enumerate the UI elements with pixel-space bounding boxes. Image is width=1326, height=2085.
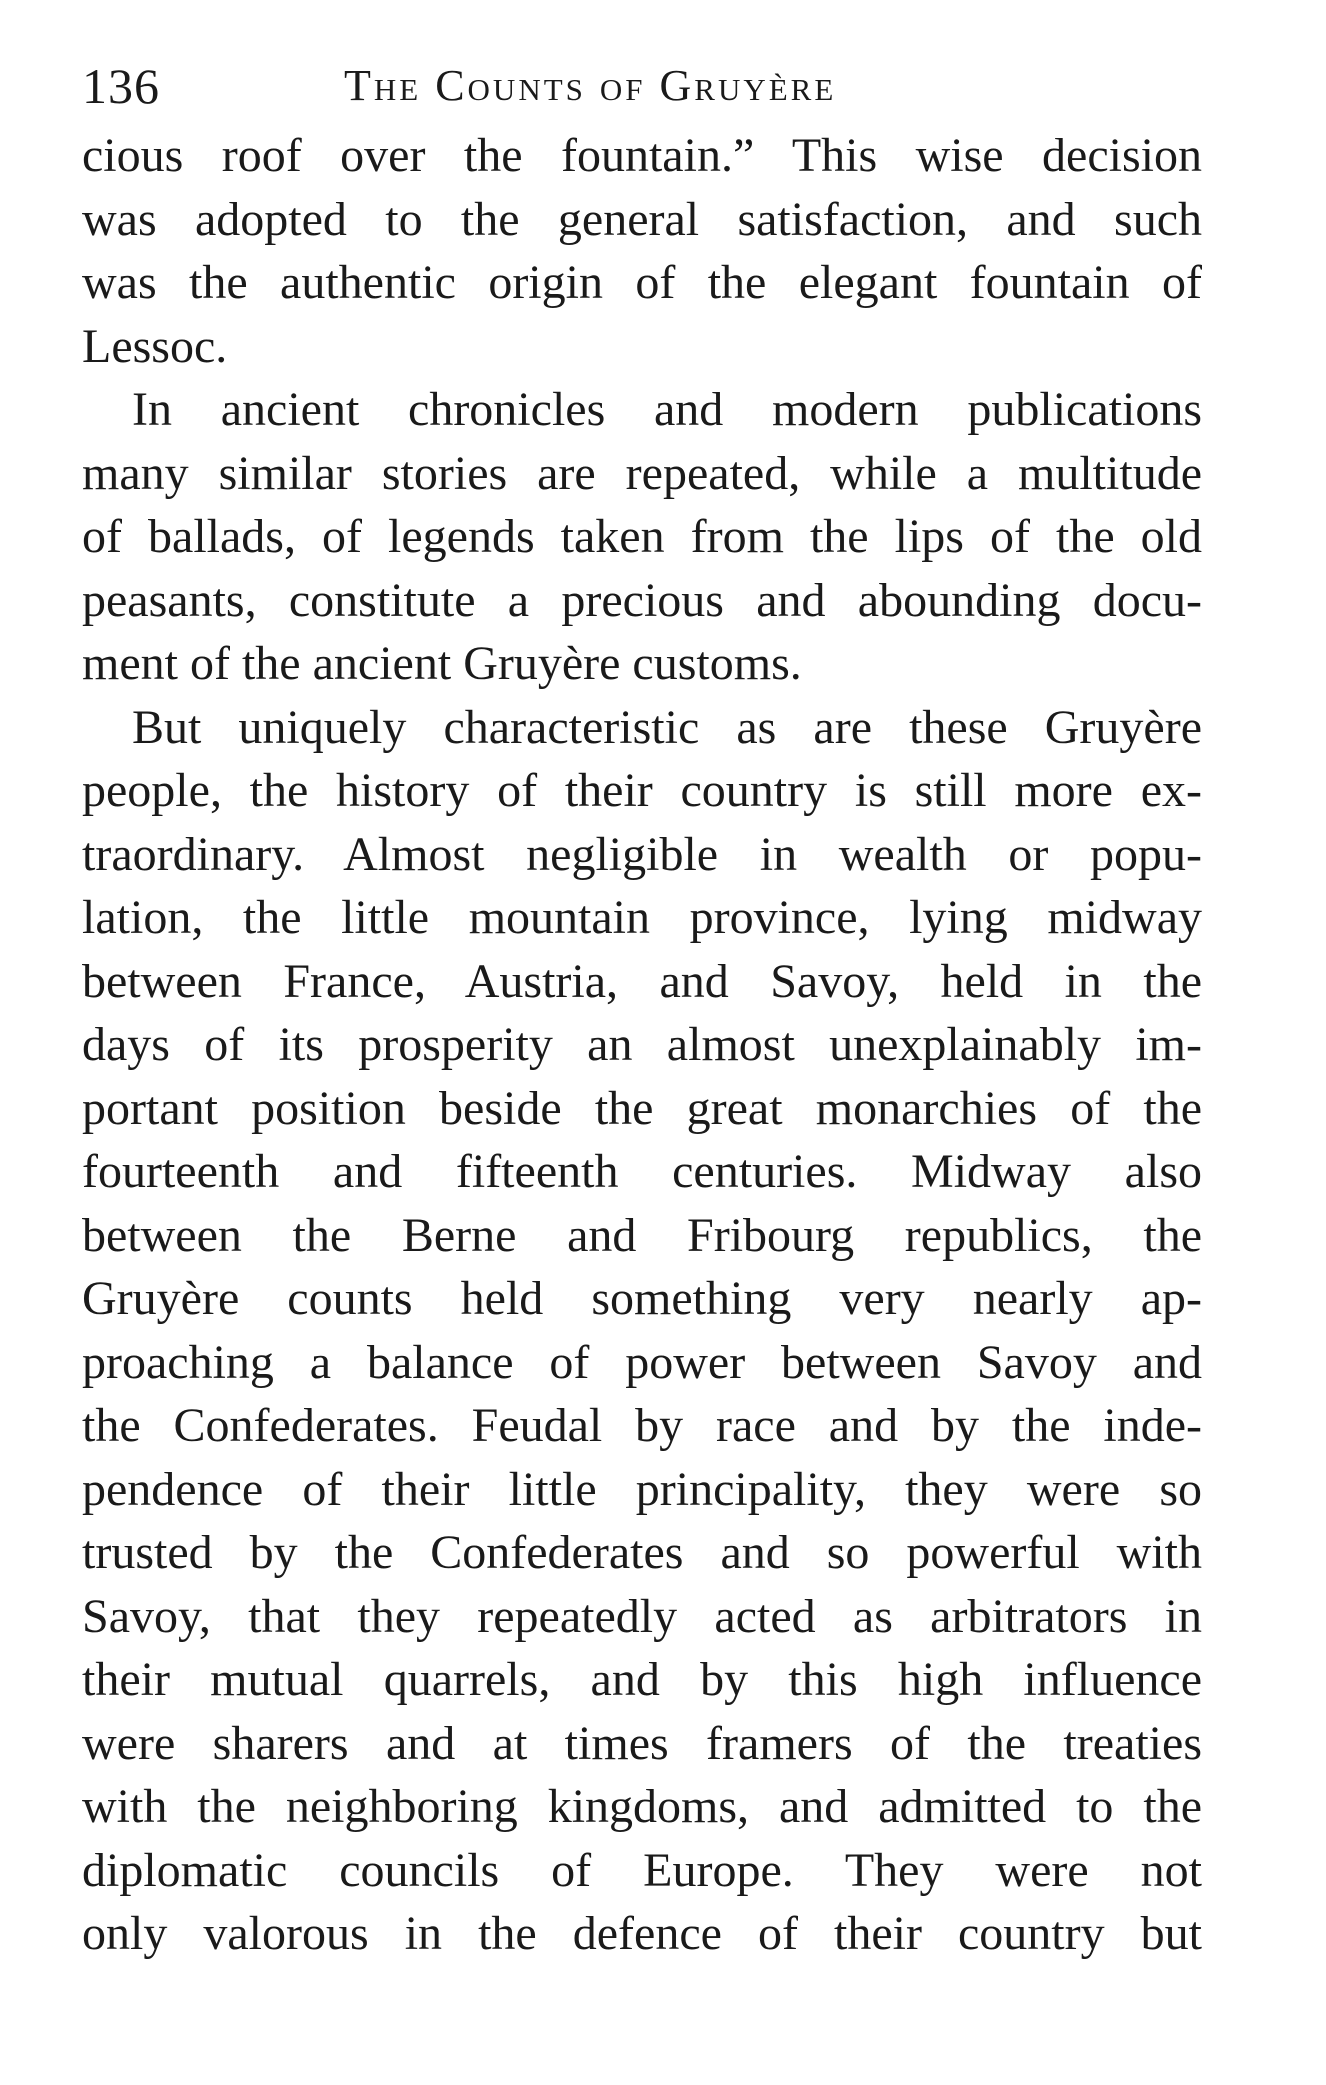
text-line: only valorous in the defence of their country but bbox=[82, 1907, 1202, 1960]
text-line: between the Berne and Fribourg republics, the bbox=[82, 1208, 1202, 1262]
text-line: days of its prosperity an almost unexplainably im- bbox=[82, 1018, 1202, 1071]
text-line: portant position beside the great monarchies of the bbox=[82, 1081, 1202, 1135]
text-line: between France, Austria, and Savoy, held in the bbox=[82, 954, 1202, 1008]
page-header bbox=[82, 46, 1202, 126]
text-line: cious roof over the fountain.” This wise decision bbox=[82, 129, 1202, 182]
text-line: diplomatic councils of Europe. They were not bbox=[82, 1843, 1202, 1897]
text-line: pendence of their little principality, they were so bbox=[82, 1462, 1202, 1516]
text-line: was adopted to the general satisfaction, and such bbox=[82, 192, 1202, 246]
text-line: of ballads, of legends taken from the lips of the old bbox=[82, 510, 1202, 563]
text-line: was the authentic origin of the elegant fountain of bbox=[82, 256, 1202, 309]
text-line: fourteenth and fifteenth centuries. Midway also bbox=[82, 1145, 1202, 1198]
running-title: The Counts of Gruyère bbox=[344, 61, 837, 110]
text-line: In ancient chronicles and modern publications bbox=[132, 383, 1202, 436]
text-line: people, the history of their country is still more ex- bbox=[82, 764, 1202, 817]
text-line: But uniquely characteristic as are these Gruyère bbox=[132, 700, 1202, 754]
body-text bbox=[82, 124, 1202, 1966]
text-line: trusted by the Confederates and so powerful with bbox=[82, 1526, 1202, 1579]
text-line: the Confederates. Feudal by race and by the inde- bbox=[82, 1399, 1202, 1452]
text-line: Savoy, that they repeatedly acted as arbitrators in bbox=[82, 1589, 1202, 1643]
text-line: peasants, constitute a precious and abounding docu- bbox=[82, 573, 1202, 627]
text-line: Lessoc. bbox=[82, 319, 228, 373]
text-line: with the neighboring kingdoms, and admitted to the bbox=[82, 1780, 1202, 1833]
text-line: were sharers and at times framers of the treaties bbox=[82, 1716, 1202, 1770]
text-line: proaching a balance of power between Savoy and bbox=[82, 1335, 1202, 1389]
text-line: ment of the ancient Gruyère customs. bbox=[82, 637, 802, 690]
page-number: 136 bbox=[82, 58, 160, 114]
text-line: many similar stories are repeated, while a multitude bbox=[82, 446, 1202, 500]
text-line: Gruyère counts held something very nearly ap- bbox=[82, 1272, 1202, 1325]
text-line: traordinary. Almost negligible in wealth or popu- bbox=[82, 827, 1202, 881]
text-line: their mutual quarrels, and by this high influence bbox=[82, 1653, 1202, 1706]
text-line: lation, the little mountain province, lying midway bbox=[82, 891, 1202, 944]
